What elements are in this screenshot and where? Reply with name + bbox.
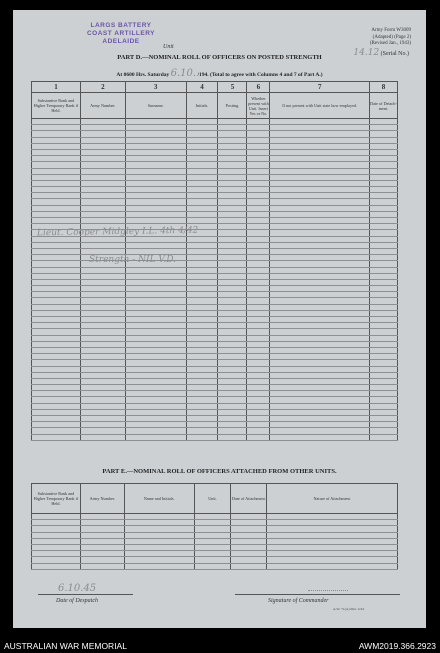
signature-line [235, 594, 400, 595]
table-cell [124, 563, 194, 569]
column-header: Name and Initials. [124, 484, 194, 514]
table-cell [32, 434, 81, 440]
table-cell [32, 563, 81, 569]
stamp-line-2: COAST ARTILLERY [86, 30, 156, 37]
column-number: 8 [370, 82, 398, 93]
print-code: A.W. 71(A) Mar. 2/44 [333, 607, 364, 611]
column-header: Posting. [218, 93, 247, 119]
table-cell [270, 434, 370, 440]
column-header: Unit. [194, 484, 231, 514]
column-header: Date of Attachment. [231, 484, 267, 514]
date-value: 6.10. [170, 68, 197, 79]
table-cell [80, 434, 125, 440]
column-header: Whether present with Unit. Insert Yes or No. [247, 93, 270, 119]
column-number: 7 [270, 82, 370, 93]
form-page [13, 10, 426, 628]
column-number: 3 [125, 82, 186, 93]
part-d-table [31, 81, 398, 441]
date-prefix: At 0600 Hrs. Saturday [116, 72, 170, 78]
handwritten-entry-1: Lieut. Cooper Midgley I.L. 4th 4/42 [36, 225, 199, 239]
column-number: 1 [32, 82, 81, 93]
handwritten-entry-2: Strength - NIL V.D. [89, 255, 176, 265]
despatch-date-handwritten: 6.10.45 [58, 583, 97, 594]
column-number: 6 [247, 82, 270, 93]
column-header: Surname. [125, 93, 186, 119]
stamp-line-3: ADELAIDE [102, 38, 140, 45]
table-row [32, 563, 398, 569]
archive-reference: AWM2019.366.2923 [358, 641, 436, 651]
column-number: 5 [218, 82, 247, 93]
table-cell [370, 434, 398, 440]
column-header: Nature of Attachment. [267, 484, 398, 514]
date-suffix: /194. (Total to agree with Columns 4 and 7 of Part A.) [197, 72, 323, 78]
column-header: Army Number. [80, 93, 125, 119]
despatch-label: Date of Despatch [56, 598, 98, 604]
table-cell [186, 434, 218, 440]
table-cell [194, 563, 231, 569]
revised-label: (Revised Jan., 1943) [369, 41, 411, 46]
army-form-label: Army Form W3009 [371, 28, 411, 33]
stamp-line-1: LARGS BATTERY [90, 22, 152, 29]
table-cell [231, 563, 267, 569]
part-d-date-line [13, 68, 426, 79]
unit-label: Unit [163, 44, 174, 50]
signature-scribble [308, 584, 348, 591]
serial-value: 14.12 [353, 48, 380, 58]
column-header: Date of Detach-ment. [370, 93, 398, 119]
signature-label: Signature of Commander [268, 598, 329, 604]
column-number: 4 [186, 82, 218, 93]
column-header: Army Number. [80, 484, 124, 514]
table-cell [80, 563, 124, 569]
serial-label: (Serial No.) [380, 51, 409, 57]
part-e-table [31, 483, 398, 570]
adapted-label: (Adapted) (Page 2) [372, 34, 411, 40]
form-number [341, 28, 411, 48]
table-cell [218, 434, 247, 440]
unit-stamp [61, 22, 181, 46]
column-header: If not present with Unit state how employed. [270, 93, 370, 119]
table-row [32, 434, 398, 440]
part-d-title: PART D.—NOMINAL ROLL OF OFFICERS ON POSTED STRENGTH [117, 54, 322, 61]
part-e-title: PART E.—NOMINAL ROLL OF OFFICERS ATTACHED FROM OTHER UNITS. [102, 468, 337, 475]
table-cell [247, 434, 270, 440]
column-header: Initials. [186, 93, 218, 119]
archive-caption: AUSTRALIAN WAR MEMORIAL [4, 641, 127, 651]
table-cell [267, 563, 398, 569]
despatch-line [38, 594, 133, 595]
column-number: 2 [80, 82, 125, 93]
table-cell [125, 434, 186, 440]
column-header: Substantive Rank and Higher Temporary Rank if Held. [32, 93, 81, 119]
column-header: Substantive Rank and Higher Temporary Rank if Held. [32, 484, 81, 514]
